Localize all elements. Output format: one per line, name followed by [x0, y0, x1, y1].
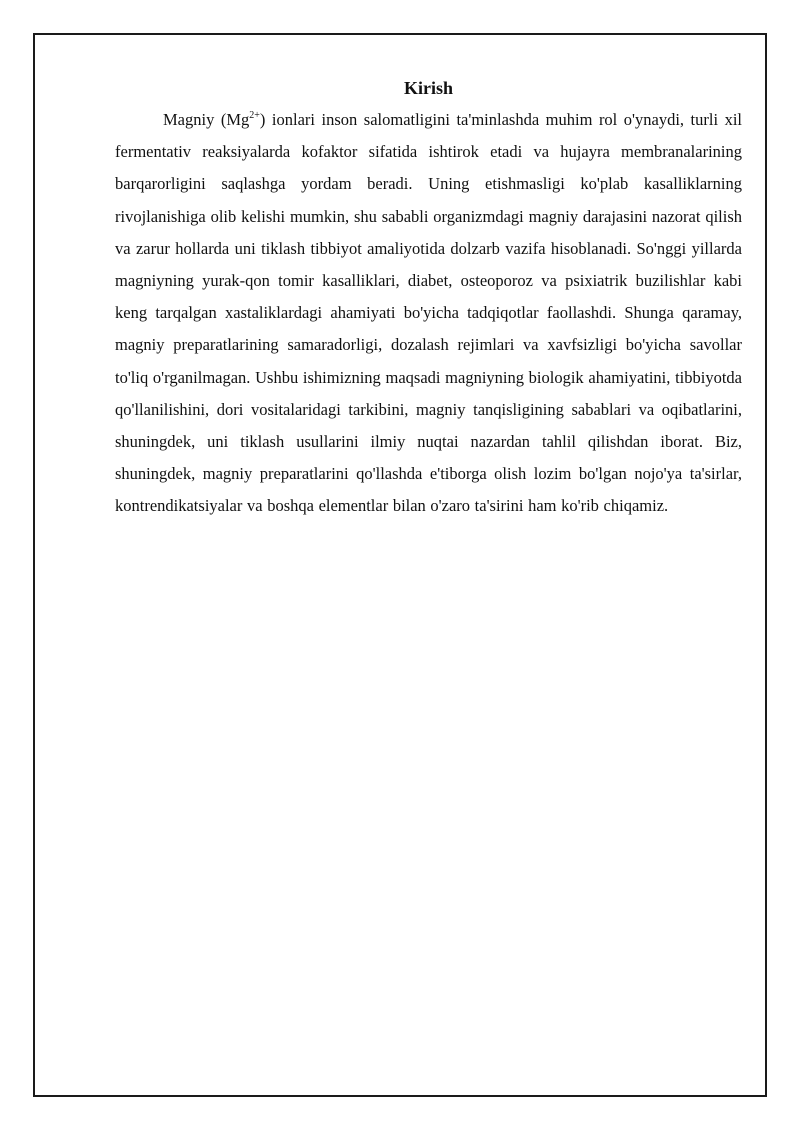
- document-title: Kirish: [403, 78, 453, 98]
- intro-paragraph: [115, 104, 742, 523]
- ion-charge-superscript: 2+: [249, 110, 260, 121]
- intro-text-rest: ) ionlari inson salomatligini ta'minlashda muhim rol o'ynaydi, turli xil fermentativ reaksiyalarda kofaktor sifatida ishtirok etadi va hujayra membranalarining barqarorligini saqlashga yordam beradi. Uning etishmasligi ko'plab kasalliklarning rivojlanishiga olib kelishi mumkin, shu sababli organizmdagi magniy darajasini nazorat qilish va zarur hollarda uni tiklash tibbiyot amaliyotida dolzarb vazifa hisoblanadi. So'nggi yillarda magniyning yurak-qon tomir kasalliklari, diabet, osteoporoz va psixiatrik buzilishlar kabi keng tarqalgan xastaliklardagi ahamiyati bo'yicha tadqiqotlar faollashdi. Shunga qaramay, magniy preparatlarining samaradorligi, dozalash rejimlari va xavfsizligi bo'yicha savollar to'liq o'rganilmagan. Ushbu ishimizning maqsadi magniyning biologik ahamiyatini, tibbiyotda qo'llanilishini, dori vositalaridagi tarkibini, magniy tanqisligining sabablari va oqibatlarini, shuningdek, uni tiklash usullarini ilmiy nuqtai nazardan tahlil qilishdan iborat. Biz, shuningdek, magniy preparatlarini qo'llashda e'tiborga olish lozim bo'lgan nojo'ya ta'sirlar, kontrendikatsiyalar va boshqa elementlar bilan o'zaro ta'sirini ham ko'rib chiqamiz.: [115, 110, 742, 516]
- intro-text-start: Magniy (Mg: [163, 110, 250, 129]
- document-content: [115, 75, 742, 523]
